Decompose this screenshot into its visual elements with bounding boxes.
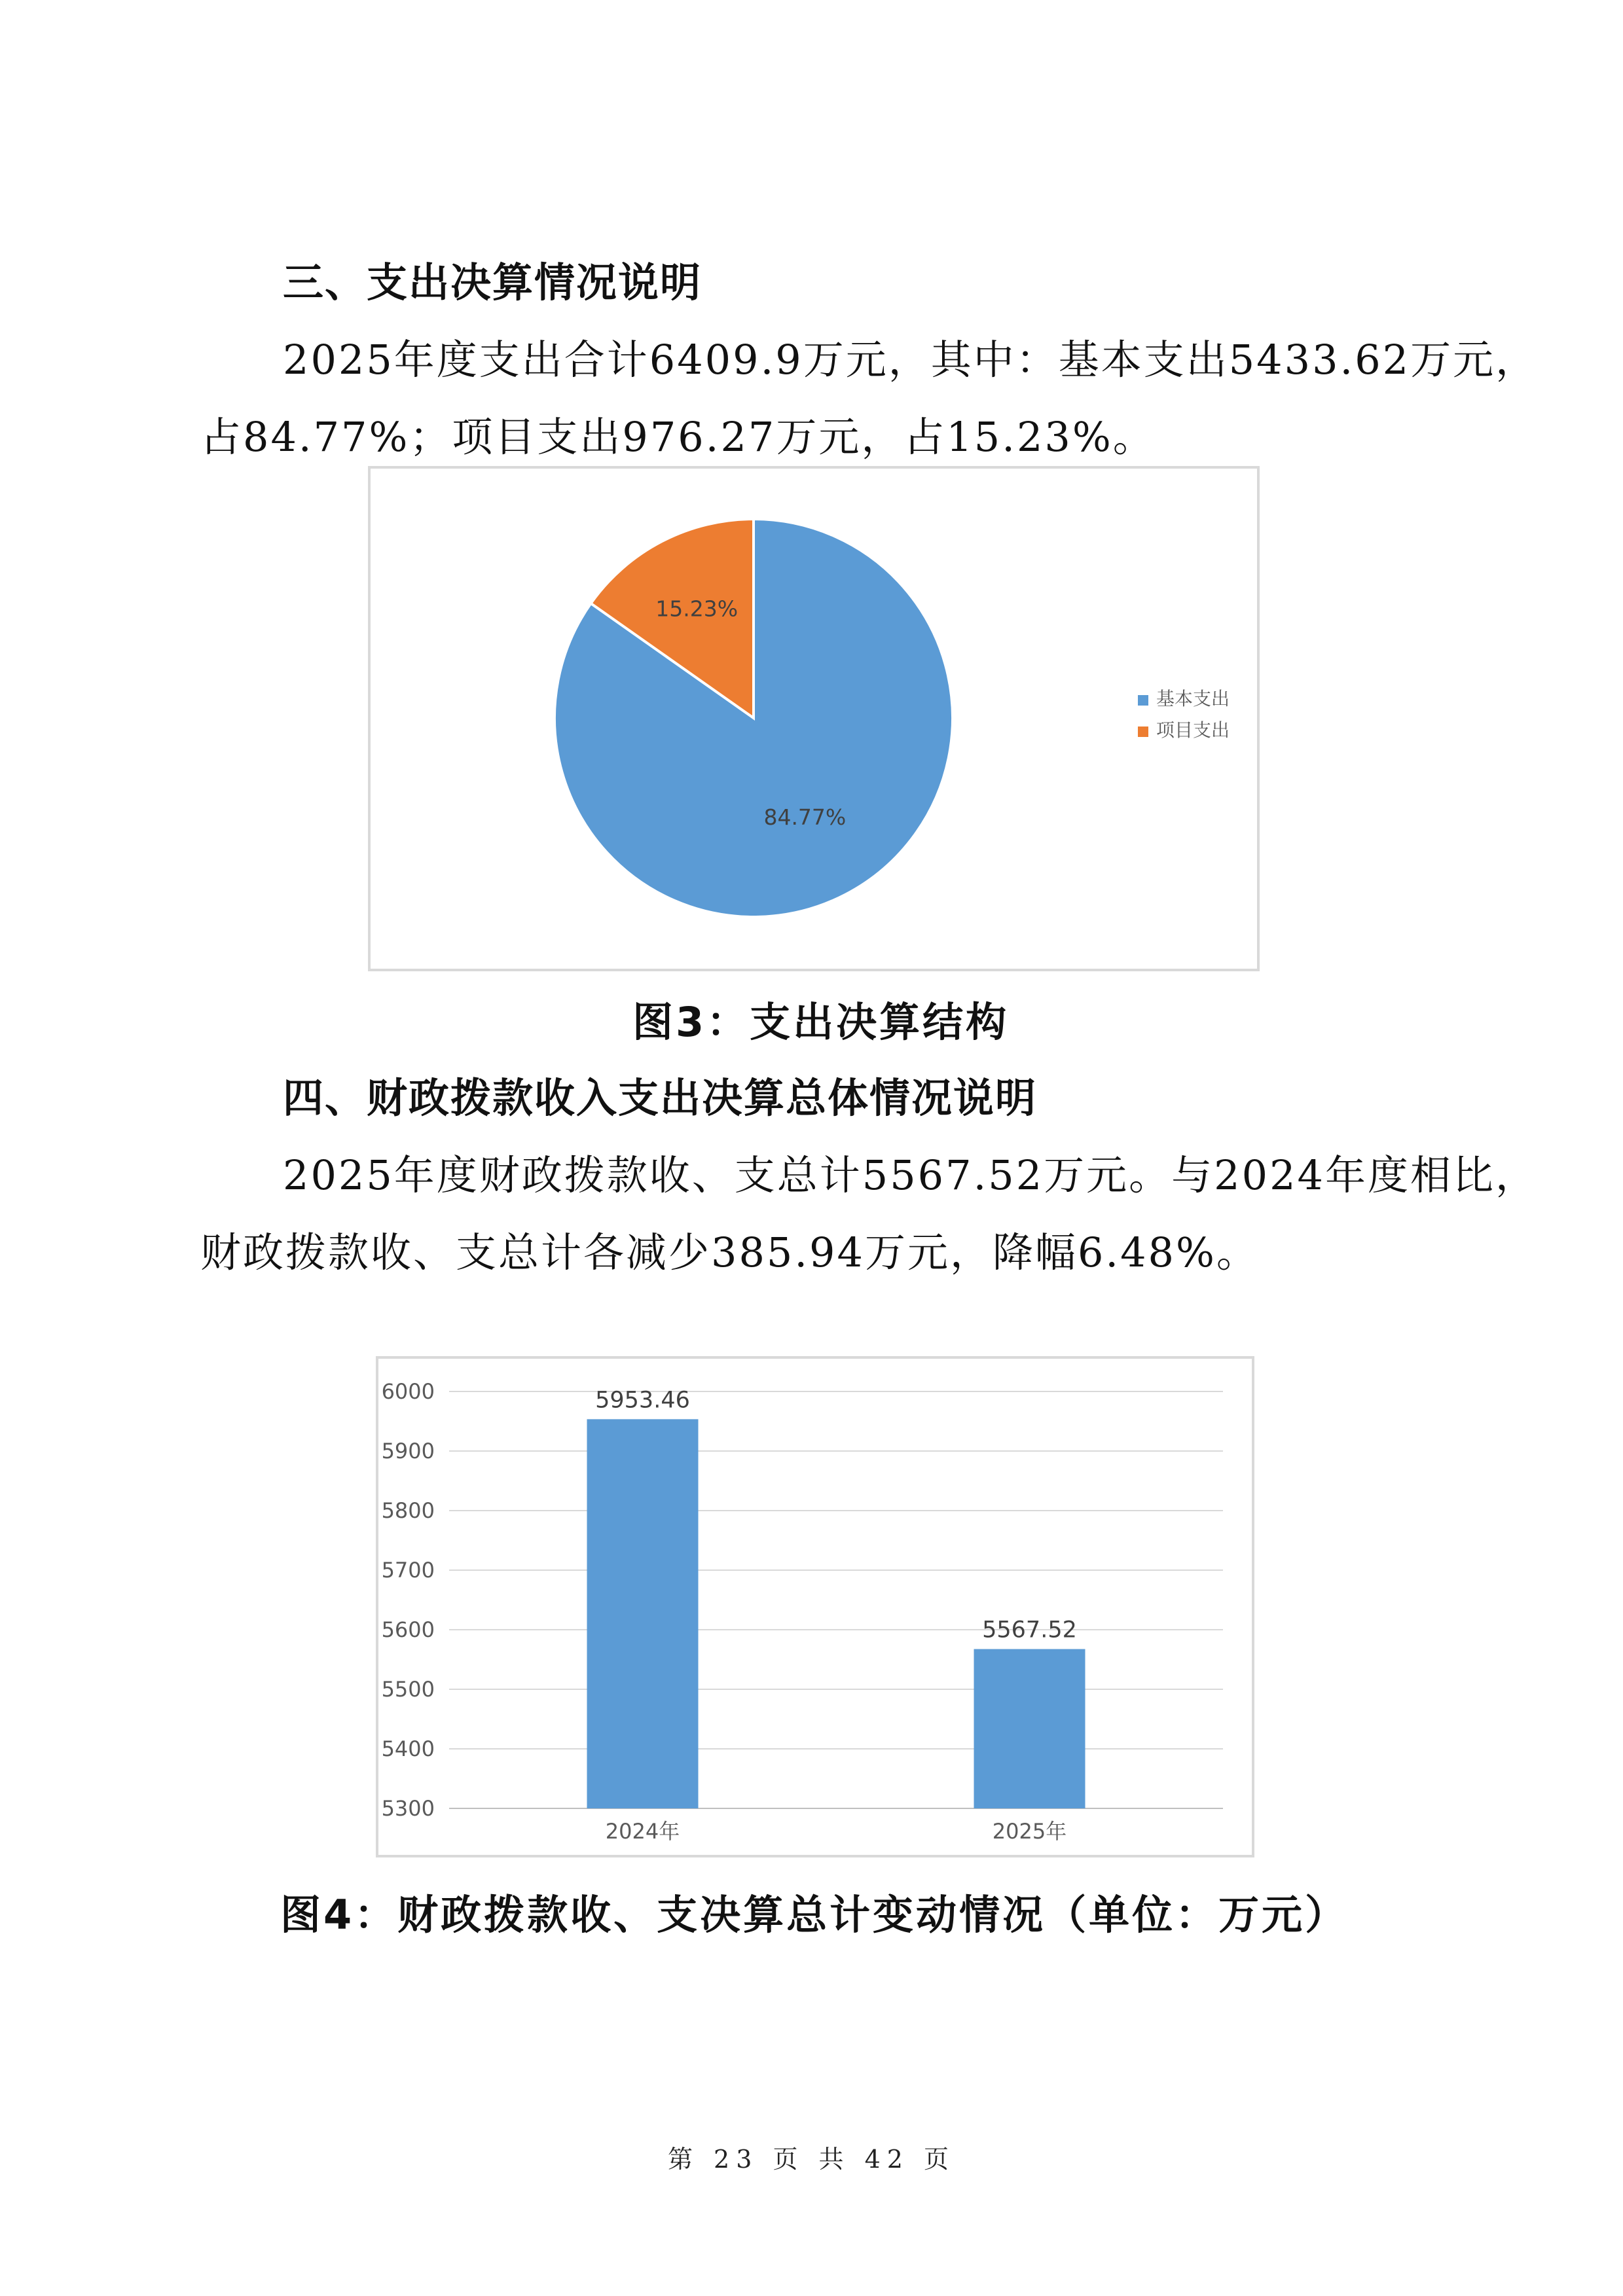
figure-3-caption: 图3：支出决算结构	[632, 998, 1010, 1046]
pie-chart	[371, 469, 1257, 969]
legend-label-2: 项目支出	[1156, 719, 1230, 741]
section-4-paragraph-line-2: 财政拨款收、支总计各减少385.94万元，降幅6.48%。	[200, 1229, 1259, 1276]
y-tick-label: 6000	[381, 1379, 435, 1404]
section-3-paragraph-line-2: 占84.77%；项目支出976.27万元，占15.23%。	[200, 413, 1156, 461]
page-number-footer: 第 23 页 共 42 页	[667, 2145, 956, 2174]
pie-data-label-2: 15.23%	[655, 596, 739, 622]
y-tick-label: 5800	[381, 1498, 435, 1523]
section-3-heading: 三、支出决算情况说明	[283, 259, 702, 306]
bar-2025年	[974, 1649, 1085, 1808]
figure-4-caption: 图4：财政拨款收、支决算总计变动情况（单位：万元）	[280, 1891, 1349, 1939]
y-tick-label: 5400	[381, 1736, 435, 1761]
y-tick-label: 5700	[381, 1558, 435, 1583]
bar-data-label: 5953.46	[595, 1387, 690, 1414]
bar-data-label: 5567.52	[982, 1617, 1077, 1643]
bar-chart-frame	[376, 1356, 1254, 1857]
bar-2024年	[587, 1419, 699, 1808]
y-tick-label: 5900	[381, 1439, 435, 1463]
x-tick-label: 2024年	[605, 1819, 680, 1844]
pie-chart-frame	[368, 466, 1260, 971]
y-tick-label: 5300	[381, 1796, 435, 1821]
legend-swatch-2	[1138, 726, 1148, 737]
section-3-paragraph-line-1: 2025年度支出合计6409.9万元，其中：基本支出5433.62万元，	[283, 336, 1539, 384]
y-tick-label: 5600	[381, 1617, 435, 1642]
section-4-heading: 四、财政拨款收入支出决算总体情况说明	[283, 1074, 1038, 1122]
x-tick-label: 2025年	[992, 1819, 1067, 1844]
legend-swatch-1	[1138, 695, 1148, 706]
pie-data-label-1: 84.77%	[763, 804, 847, 831]
y-tick-label: 5500	[381, 1677, 435, 1702]
legend-label-1: 基本支出	[1156, 688, 1230, 709]
section-4-paragraph-line-1: 2025年度财政拨款收、支总计5567.52万元。与2024年度相比，	[283, 1151, 1538, 1199]
bar-chart	[378, 1359, 1252, 1855]
